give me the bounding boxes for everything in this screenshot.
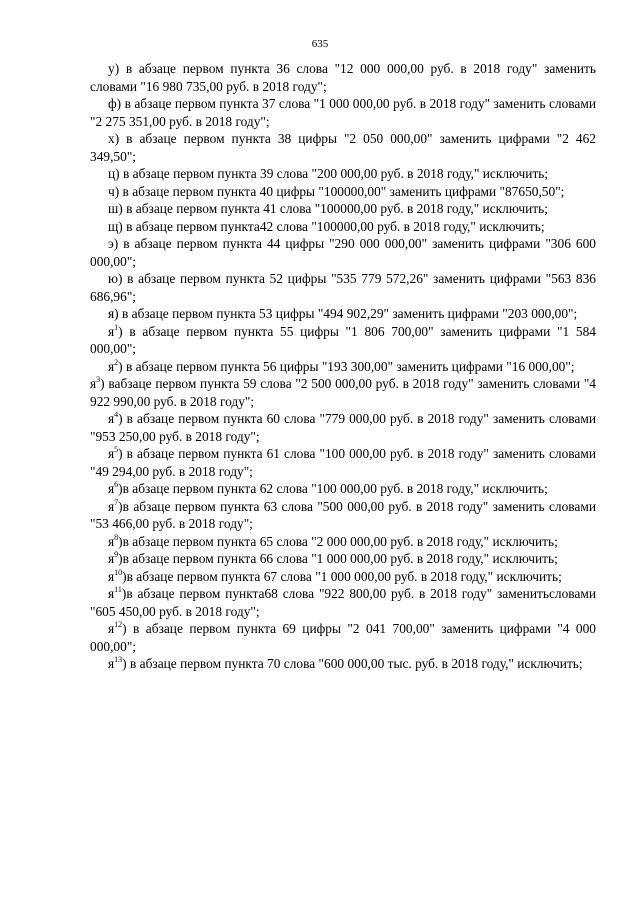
document-body <box>90 60 596 673</box>
paragraph-ya6: $я^6)в$ абзаце первом пункта 62 слова "100 000,00 руб. в 2018 году," исключить; <box>108 480 548 496</box>
paragraph-u: у) в абзаце первом пункта 36 слова "12 000 000,00 руб. в 2018 году" заменить словами "16 980 735,00 руб. в 2018 году"; <box>90 61 596 94</box>
paragraph-ya: я) в абзаце первом пункта 53 цифры "494 902,29" заменить цифрами "203 000,00"; <box>108 306 578 321</box>
paragraph-ya4: $я^4$) в абзаце первом пункта 60 слова "779 000,00 руб. в 2018 году" заменить словами "953 250,00 руб. в 2018 году"; <box>90 410 596 444</box>
paragraph-ya10: $я^{10})в$ абзаце первом пункта 67 слова "1 000 000,00 руб. в 2018 году," исключить; <box>108 567 562 584</box>
paragraph-ya7: $я^7)в$ абзаце первом пункта 63 слова "500 000,00 руб. в 2018 году" заменить словами "53 466,00 руб. в 2018 году"; <box>90 497 596 531</box>
paragraph-f: ф) в абзаце первом пункта 37 слова "1 000 000,00 руб. в 2018 году" заменить словами "2 275 351,00 руб. в 2018 году"; <box>90 96 596 129</box>
paragraph-ya11: $я^{11})в$ абзаце первом пункта68 слова "922 800,00 руб. в 2018 году" заменитьсловами "605 450,00 руб. в 2018 году"; <box>90 585 596 619</box>
paragraph-ya5: $я^5$) в абзаце первом пункта 61 слова "100 000,00 руб. в 2018 году" заменить словами "49 294,00 руб. в 2018 году"; <box>90 445 596 479</box>
paragraph-ya2: $я^2$) в абзаце первом пункта 56 цифры "193 300,00" заменить цифрами "16 000,00"; <box>108 357 575 374</box>
paragraph-ya12: $я^{12}$) в абзаце первом пункта 69 цифры "2 041 700,00" заменить цифрами "4 000 000,00"; <box>90 620 596 654</box>
paragraph-shch: щ) в абзаце первом пункта42 слова "100000,00 руб. в 2018 году," исключить; <box>108 218 545 234</box>
paragraph-kh: х) в абзаце первом пункта 38 цифры "2 050 000,00" заменить цифрами "2 462 349,50"; <box>90 131 596 164</box>
paragraph-ch: ч) в абзаце первом пункта 40 цифры "100000,00" заменить цифрами "87650,50"; <box>108 183 565 199</box>
paragraph-ya13: $я^{13}$) в абзаце первом пункта 70 слова "600 000,00 тыс. руб. в 2018 году," исключить; <box>108 655 583 671</box>
paragraph-yu: ю) в абзаце первом пункта 52 цифры "535 779 572,26" заменить цифрами "563 836 686,96"; <box>90 271 596 304</box>
paragraph-sh: ш) в абзаце первом пункта 41 слова "100000,00 руб. в 2018 году," исключить; <box>108 201 548 216</box>
page-number: 635 <box>311 38 329 50</box>
paragraph-ya9: $я^9)в$ абзаце первом пункта 66 слова "1 000 000,00 руб. в 2018 году," исключить; <box>108 550 558 566</box>
paragraph-ya8: $я^8)в$ абзаце первом пункта 65 слова "2 000 000,00 руб. в 2018 году," исключить; <box>108 532 558 549</box>
paragraph-ya3: $я^3$) вабзаце первом пункта 59 слова "2 500 000,00 руб. в 2018 году" заменить словами "4 922 990,00 руб. в 2018 году"; <box>90 375 596 409</box>
paragraph-e: э) в абзаце первом пункта 44 цифры "290 000 000,00" заменить цифрами "306 600 000,00"; <box>90 236 596 269</box>
paragraph-ts: ц) в абзаце первом пункта 39 слова "200 000,00 руб. в 2018 году," исключить; <box>108 166 549 181</box>
paragraph-ya1: $я^1$) в абзаце первом пункта 55 цифры "1 806 700,00" заменить цифрами "1 584 000,00"; <box>90 322 596 356</box>
